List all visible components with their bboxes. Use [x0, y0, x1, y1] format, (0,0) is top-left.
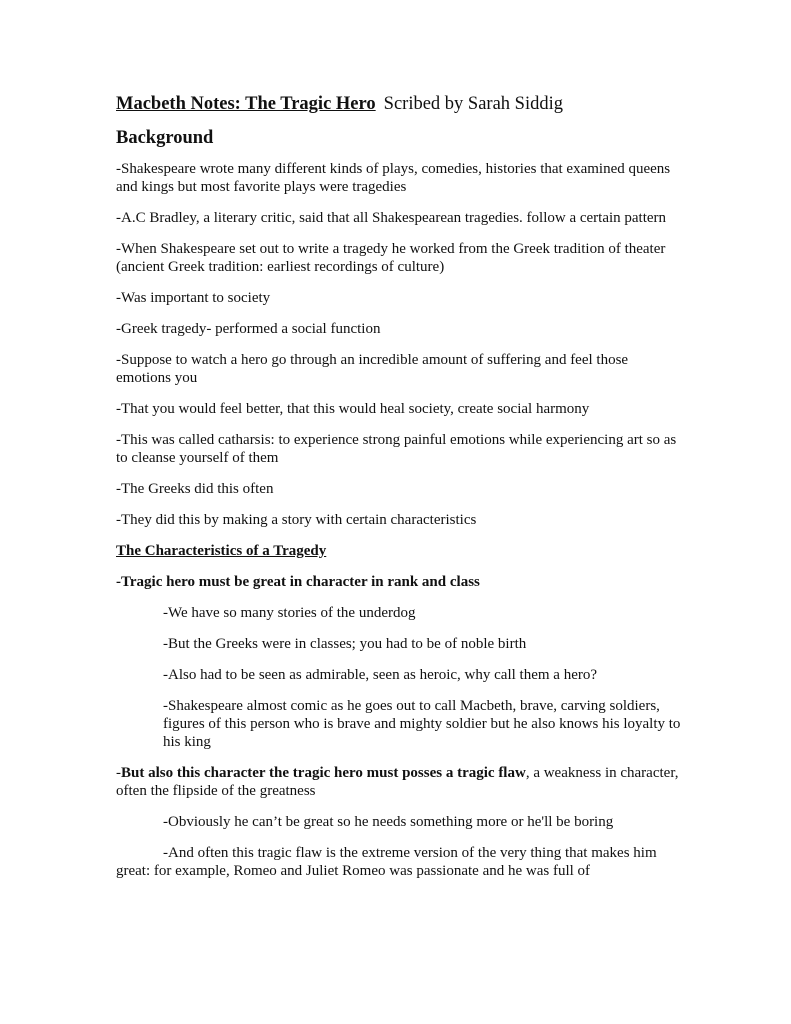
scribe-credit: Scribed by Sarah Siddig	[383, 94, 563, 114]
section-heading-background: Background	[116, 128, 214, 148]
title-line	[116, 92, 681, 116]
point-one-detail: -But the Greeks were in classes; you had to be of noble birth	[163, 636, 527, 652]
document-page	[116, 92, 681, 893]
background-paragraph: -Greek tragedy- performed a social function	[116, 321, 381, 337]
characteristics-heading: The Characteristics of a Tragedy	[116, 543, 327, 559]
point-two-paragraph	[116, 764, 681, 800]
background-paragraph: -A.C Bradley, a literary critic, said that all Shakespearean tragedies. follow a certain pattern	[116, 210, 667, 226]
document-title: Macbeth Notes: The Tragic Hero	[116, 94, 376, 114]
point-one-heading: -Tragic hero must be great in character in rank and class	[116, 574, 480, 590]
background-paragraph: -Shakespeare wrote many different kinds of plays, comedies, histories that examined queens and kings but most favorite plays were tragedies	[116, 161, 671, 195]
background-paragraph: -When Shakespeare set out to write a tragedy he worked from the Greek tradition of theater (ancient Greek tradition: earliest recordings of culture)	[116, 241, 666, 275]
point-one-detail: -Shakespeare almost comic as he goes out to call Macbeth, brave, carving soldiers, figures of this person who is brave and mighty soldier but he also knows his loyalty to his king	[163, 698, 681, 750]
point-one-detail: -We have so many stories of the underdog	[163, 605, 416, 621]
background-paragraph: -This was called catharsis: to experience strong painful emotions while experiencing art so as to cleanse yourself of them	[116, 432, 677, 466]
background-paragraph: -The Greeks did this often	[116, 481, 274, 497]
point-two-detail: -And often this tragic flaw is the extreme version of the very thing that makes him great: for example, Romeo and Juliet Romeo was passionate and he was full of	[116, 845, 657, 879]
background-paragraph: -Was important to society	[116, 290, 271, 306]
background-paragraph: -That you would feel better, that this would heal society, create social harmony	[116, 401, 590, 417]
point-two-rest: , a weakness in character, often the flipside of the greatness	[116, 765, 679, 799]
point-two-detail: -Obviously he can’t be great so he needs something more or he'll be boring	[163, 814, 614, 830]
background-paragraph: -Suppose to watch a hero go through an incredible amount of suffering and feel those emotions you	[116, 352, 629, 386]
point-two-prefix: -	[116, 765, 121, 781]
background-paragraph: -They did this by making a story with certain characteristics	[116, 512, 477, 528]
point-one-detail: -Also had to be seen as admirable, seen as heroic, why call them a hero?	[163, 667, 598, 683]
point-two-bold: But also this character the tragic hero must posses a tragic flaw	[121, 765, 526, 781]
